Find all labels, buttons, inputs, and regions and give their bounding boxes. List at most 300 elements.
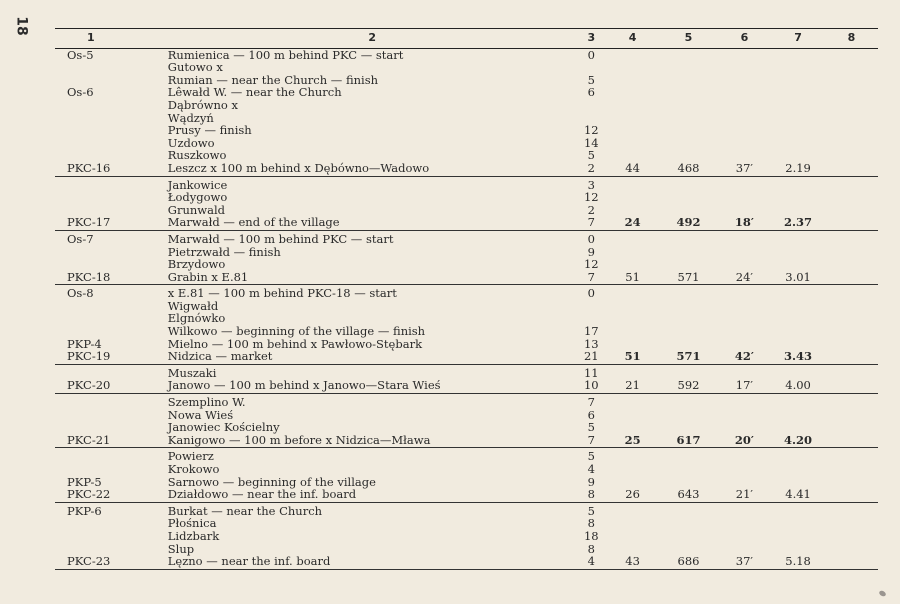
table-cell xyxy=(825,99,878,112)
table-cell: 12 xyxy=(583,123,599,138)
table-cell xyxy=(606,421,659,434)
table-cell: Pietrzwałd — finish xyxy=(167,244,281,259)
table-cell xyxy=(771,230,825,245)
table-cell xyxy=(659,137,717,150)
table-cell: Kanigowo — 100 m before x Nidzica—Mława xyxy=(160,434,577,448)
table-cell xyxy=(577,61,606,74)
table-row xyxy=(55,434,878,448)
table-cell xyxy=(55,112,160,125)
table-cell xyxy=(771,176,825,191)
table-cell xyxy=(606,463,659,476)
table-cell xyxy=(606,61,659,74)
table-cell xyxy=(659,448,717,463)
table-cell xyxy=(825,350,878,364)
table-cell: Jankowice xyxy=(167,177,228,192)
table-cell: Burkat — near the Church xyxy=(167,503,323,518)
table-cell xyxy=(825,543,878,556)
table-cell: 2 xyxy=(577,162,606,176)
table-cell xyxy=(659,463,717,476)
table-cell: Prusy — finish xyxy=(167,123,252,138)
table-cell: 3.43 xyxy=(771,350,825,364)
table-cell xyxy=(825,176,878,191)
table-cell xyxy=(825,48,878,61)
table-cell xyxy=(606,502,659,517)
table-cell xyxy=(825,230,878,245)
table-cell xyxy=(825,434,878,448)
table-cell xyxy=(55,61,160,74)
table-cell: 6 xyxy=(587,407,595,422)
table-cell xyxy=(606,99,659,112)
table-cell xyxy=(606,300,659,313)
table-cell xyxy=(606,124,659,137)
table-row xyxy=(55,99,878,112)
table-cell xyxy=(771,517,825,530)
table-cell: Grunwald xyxy=(167,202,226,217)
table-cell xyxy=(825,271,878,285)
table-cell: 2.37 xyxy=(771,216,825,230)
table-row xyxy=(55,325,878,338)
table-cell: 8 xyxy=(587,541,595,556)
table-cell xyxy=(825,312,878,325)
table-cell xyxy=(825,246,878,259)
table-cell xyxy=(659,517,717,530)
table-cell: Wilkowo — beginning of the village — finish xyxy=(167,324,426,339)
table-cell: 7 xyxy=(577,216,606,230)
table-cell: Janowo — 100 m behind x Janowo—Stara Wieś xyxy=(160,379,577,393)
table-cell: 8 xyxy=(577,488,606,502)
table-cell: Sarnowo — beginning of the village xyxy=(167,474,376,489)
table-cell xyxy=(606,409,659,422)
table-cell xyxy=(771,61,825,74)
table-cell: 4 xyxy=(587,462,595,476)
table-cell: 9 xyxy=(587,244,595,259)
table-cell: 37′ xyxy=(718,162,771,176)
table-cell xyxy=(825,74,878,87)
table-cell xyxy=(718,258,771,271)
table-cell xyxy=(771,246,825,259)
table-cell xyxy=(825,191,878,204)
table-cell xyxy=(825,124,878,137)
table-cell xyxy=(606,364,659,379)
table-cell: 3 xyxy=(587,177,595,192)
column-header-1: 1 xyxy=(55,29,160,49)
table-row xyxy=(55,555,878,569)
table-cell xyxy=(55,463,160,476)
table-cell: PKP-5 xyxy=(67,474,102,489)
table-cell: 7 xyxy=(577,434,606,448)
table-cell: 24 xyxy=(606,216,659,230)
table-cell xyxy=(771,312,825,325)
table-cell xyxy=(55,176,160,191)
table-cell xyxy=(718,124,771,137)
table-row xyxy=(55,379,878,393)
table-cell xyxy=(659,86,717,99)
table-cell: Leszcz x 100 m behind x Dębówno—Wadowo xyxy=(160,162,577,176)
table-cell: 25 xyxy=(606,434,659,448)
table-cell xyxy=(825,216,878,230)
table-cell xyxy=(771,48,825,61)
table-row xyxy=(55,191,878,204)
table-cell xyxy=(659,191,717,204)
table-row xyxy=(55,285,878,300)
table-cell xyxy=(825,204,878,217)
column-header-7: 7 xyxy=(771,29,825,49)
table-cell: 5 xyxy=(587,148,595,163)
table-cell xyxy=(718,137,771,150)
table-cell xyxy=(55,517,160,530)
table-cell xyxy=(659,258,717,271)
table-cell xyxy=(771,191,825,204)
table-cell xyxy=(771,74,825,87)
table-cell: Os-7 xyxy=(67,231,94,246)
table-cell xyxy=(771,325,825,338)
table-cell: 51 xyxy=(606,350,659,364)
table-cell xyxy=(771,112,825,125)
table-cell xyxy=(606,86,659,99)
table-cell: PKC-17 xyxy=(55,216,160,230)
table-cell xyxy=(825,325,878,338)
table-cell: 44 xyxy=(606,162,659,176)
table-cell xyxy=(55,191,160,204)
table-cell: 7 xyxy=(577,271,606,285)
table-cell: 643 xyxy=(659,488,717,502)
table-cell xyxy=(718,530,771,543)
table-cell: 21 xyxy=(606,379,659,393)
table-cell xyxy=(718,312,771,325)
table-cell xyxy=(718,448,771,463)
table-cell: Krokowo xyxy=(167,462,220,476)
table-cell: Brzydowo xyxy=(167,257,226,272)
table-cell xyxy=(825,162,878,176)
table-cell: Mielno — 100 m behind x Pawłowo-Stębark xyxy=(167,336,423,351)
table-cell: 8 xyxy=(587,516,595,531)
table-cell xyxy=(55,124,160,137)
table-cell xyxy=(577,99,606,112)
table-cell: 9 xyxy=(587,474,595,489)
table-cell xyxy=(771,463,825,476)
table-cell xyxy=(718,112,771,125)
table-cell xyxy=(825,476,878,489)
table-cell xyxy=(825,502,878,517)
table-cell xyxy=(606,530,659,543)
table-cell: 12 xyxy=(583,190,599,205)
table-cell xyxy=(659,176,717,191)
table-cell: Os-5 xyxy=(67,47,94,62)
table-cell xyxy=(55,364,160,379)
table-cell: Działdowo — near the inf. board xyxy=(160,488,577,502)
table-cell xyxy=(825,555,878,569)
table-cell: 468 xyxy=(659,162,717,176)
table-cell: 592 xyxy=(659,379,717,393)
table-cell: 18′ xyxy=(718,216,771,230)
table-cell xyxy=(825,463,878,476)
table-cell: 17 xyxy=(583,324,599,339)
table-cell: Nidzica — market xyxy=(160,350,577,364)
table-cell xyxy=(55,448,160,463)
table-cell: 11 xyxy=(583,365,599,380)
table-cell xyxy=(825,530,878,543)
table-cell xyxy=(659,285,717,300)
table-cell: Gutowo x xyxy=(167,60,223,75)
table-cell: Ruszkowo xyxy=(167,148,227,163)
table-cell xyxy=(771,285,825,300)
table-cell: 18 xyxy=(583,528,599,543)
table-cell xyxy=(771,258,825,271)
table-cell: Slup xyxy=(167,541,195,556)
table-cell xyxy=(718,517,771,530)
table-cell xyxy=(825,258,878,271)
table-cell: 24′ xyxy=(718,271,771,285)
table-cell: 617 xyxy=(659,434,717,448)
table-cell: 17′ xyxy=(718,379,771,393)
header-row xyxy=(55,29,878,49)
table-cell: PKC-23 xyxy=(55,555,160,569)
table-cell xyxy=(718,421,771,434)
table-cell: 492 xyxy=(659,216,717,230)
table-cell: 26 xyxy=(606,488,659,502)
table-cell xyxy=(771,124,825,137)
table-cell xyxy=(577,300,606,313)
table-cell: 4.41 xyxy=(771,488,825,502)
table-row xyxy=(55,350,878,364)
column-header-6: 6 xyxy=(718,29,771,49)
column-header-5: 5 xyxy=(659,29,717,49)
table-cell xyxy=(659,421,717,434)
table-cell xyxy=(825,149,878,162)
table-cell xyxy=(55,312,160,325)
table-cell xyxy=(606,230,659,245)
table-cell xyxy=(606,112,659,125)
table-cell: Powierz xyxy=(167,449,214,464)
table-cell xyxy=(825,421,878,434)
table-cell: x E.81 — 100 m behind PKC-18 — start xyxy=(167,286,397,301)
corner-mark xyxy=(878,590,887,598)
table-cell: 7 xyxy=(587,395,595,410)
table-row xyxy=(55,463,878,476)
table-cell: Lęzno — near the inf. board xyxy=(160,555,577,569)
table-cell xyxy=(659,300,717,313)
table-cell: 571 xyxy=(659,350,717,364)
table-cell xyxy=(659,74,717,87)
table-cell xyxy=(659,364,717,379)
table-cell: Marwałd — end of the village xyxy=(160,216,577,230)
table-cell: Nowa Wieś xyxy=(167,407,234,422)
table-cell: 12 xyxy=(583,257,599,272)
table-cell xyxy=(55,421,160,434)
table-cell xyxy=(718,463,771,476)
table-cell xyxy=(825,86,878,99)
table-cell xyxy=(825,488,878,502)
table-cell xyxy=(659,61,717,74)
table-cell xyxy=(606,258,659,271)
table-cell xyxy=(659,124,717,137)
table-cell xyxy=(825,137,878,150)
table-cell xyxy=(771,364,825,379)
table-cell xyxy=(825,364,878,379)
table-cell: PKP-4 xyxy=(67,336,102,351)
table-cell: 10 xyxy=(577,379,606,393)
table-cell: Elgnówko xyxy=(167,311,226,326)
table-cell xyxy=(606,285,659,300)
table-row xyxy=(55,176,878,191)
table-cell xyxy=(825,409,878,422)
table-cell xyxy=(825,448,878,463)
table-cell: 51 xyxy=(606,271,659,285)
table-cell: Muszaki xyxy=(167,365,217,380)
table-cell xyxy=(825,300,878,313)
table-cell xyxy=(825,112,878,125)
table-cell xyxy=(606,246,659,259)
table-cell xyxy=(718,230,771,245)
table-cell: 43 xyxy=(606,555,659,569)
table-cell xyxy=(718,502,771,517)
table-cell: 2.19 xyxy=(771,162,825,176)
table-cell xyxy=(718,99,771,112)
table-cell: 14 xyxy=(583,135,599,150)
table-cell: 571 xyxy=(659,271,717,285)
table-cell: 3.01 xyxy=(771,271,825,285)
table-row xyxy=(55,421,878,434)
table-cell xyxy=(659,48,717,61)
table-cell xyxy=(606,325,659,338)
table-cell: Łodygowo xyxy=(167,190,228,205)
table-cell: PKC-16 xyxy=(55,162,160,176)
table-cell xyxy=(606,48,659,61)
table-cell: Rumienica — 100 m behind PKC — start xyxy=(167,47,404,62)
column-header-3: 3 xyxy=(577,29,606,49)
table-cell xyxy=(771,394,825,409)
table-cell: Uzdowo xyxy=(167,135,215,150)
table-cell: 5 xyxy=(587,503,595,518)
table-cell xyxy=(825,285,878,300)
table-row xyxy=(55,394,878,409)
table-cell: Os-8 xyxy=(67,286,94,301)
table-row xyxy=(55,258,878,271)
table-cell xyxy=(55,258,160,271)
table-cell xyxy=(659,246,717,259)
table-cell xyxy=(771,502,825,517)
table-cell: 5 xyxy=(587,72,595,87)
table-cell: 42′ xyxy=(718,350,771,364)
table-row xyxy=(55,530,878,543)
table-cell: 21′ xyxy=(718,488,771,502)
table-row xyxy=(55,448,878,463)
table-row xyxy=(55,230,878,245)
table-cell xyxy=(606,517,659,530)
table-cell xyxy=(606,137,659,150)
table-cell xyxy=(606,74,659,87)
table-cell xyxy=(718,246,771,259)
table-cell: 5 xyxy=(587,420,595,435)
table-row xyxy=(55,271,878,285)
table-cell xyxy=(718,285,771,300)
table-cell xyxy=(55,246,160,259)
table-cell xyxy=(771,421,825,434)
table-cell: 20′ xyxy=(718,434,771,448)
table-row xyxy=(55,124,878,137)
table-cell xyxy=(659,409,717,422)
table-cell xyxy=(771,86,825,99)
table-cell xyxy=(606,394,659,409)
table-cell xyxy=(606,448,659,463)
table-cell xyxy=(771,137,825,150)
table-cell xyxy=(825,517,878,530)
table-cell xyxy=(718,74,771,87)
table-cell: 4.00 xyxy=(771,379,825,393)
table-cell xyxy=(771,99,825,112)
table-cell xyxy=(718,176,771,191)
table-cell: Rumian — near the Church — finish xyxy=(167,72,379,87)
table-row xyxy=(55,488,878,502)
column-header-8: 8 xyxy=(825,29,878,49)
table-cell: 4.20 xyxy=(771,434,825,448)
table-cell xyxy=(771,300,825,313)
table-cell: Dąbrówno x xyxy=(167,97,238,112)
table-cell: PKC-18 xyxy=(55,271,160,285)
table-cell xyxy=(55,394,160,409)
table-cell xyxy=(718,48,771,61)
page-number: 18 xyxy=(13,16,30,36)
table-cell: 6 xyxy=(587,85,595,100)
route-table xyxy=(55,28,878,570)
table-cell xyxy=(771,409,825,422)
table-cell: PKC-21 xyxy=(55,434,160,448)
table-cell: Płośnica xyxy=(167,516,217,531)
table-cell xyxy=(825,394,878,409)
table-cell xyxy=(718,300,771,313)
table-cell: Szemplino W. xyxy=(167,395,246,410)
table-row xyxy=(55,364,878,379)
table-cell: PKC-22 xyxy=(55,488,160,502)
table-cell: 0 xyxy=(587,231,595,246)
table-cell: Grabin x E.81 xyxy=(160,271,577,285)
table-cell: 5 xyxy=(587,449,595,464)
table-cell xyxy=(825,338,878,351)
table-cell: 0 xyxy=(587,47,595,62)
table-cell xyxy=(659,325,717,338)
table-cell xyxy=(718,325,771,338)
table-cell xyxy=(771,448,825,463)
table-cell xyxy=(55,137,160,150)
table-cell xyxy=(825,61,878,74)
table-cell xyxy=(771,530,825,543)
table-cell xyxy=(825,379,878,393)
table-row xyxy=(55,216,878,230)
table-cell xyxy=(606,312,659,325)
table-row xyxy=(55,61,878,74)
table-cell xyxy=(606,191,659,204)
table-cell xyxy=(718,191,771,204)
table-cell: PKC-20 xyxy=(55,379,160,393)
table-cell xyxy=(55,409,160,422)
table-cell: Marwałd — 100 m behind PKC — start xyxy=(167,231,394,246)
table-cell xyxy=(659,99,717,112)
table-cell xyxy=(718,86,771,99)
table-cell: PKP-6 xyxy=(67,503,102,518)
table-cell: 4 xyxy=(577,555,606,569)
table-cell xyxy=(55,99,160,112)
table-cell: 37′ xyxy=(718,555,771,569)
table-cell: 21 xyxy=(577,350,606,364)
table-cell xyxy=(659,394,717,409)
table-cell xyxy=(55,530,160,543)
table-cell: Lidzbark xyxy=(167,528,220,543)
table-cell: 2 xyxy=(587,202,595,217)
table-cell xyxy=(718,409,771,422)
table-cell: Wigwałd xyxy=(167,298,219,313)
table-cell xyxy=(659,502,717,517)
table-cell: Lêwałd W. — near the Church xyxy=(167,85,342,100)
